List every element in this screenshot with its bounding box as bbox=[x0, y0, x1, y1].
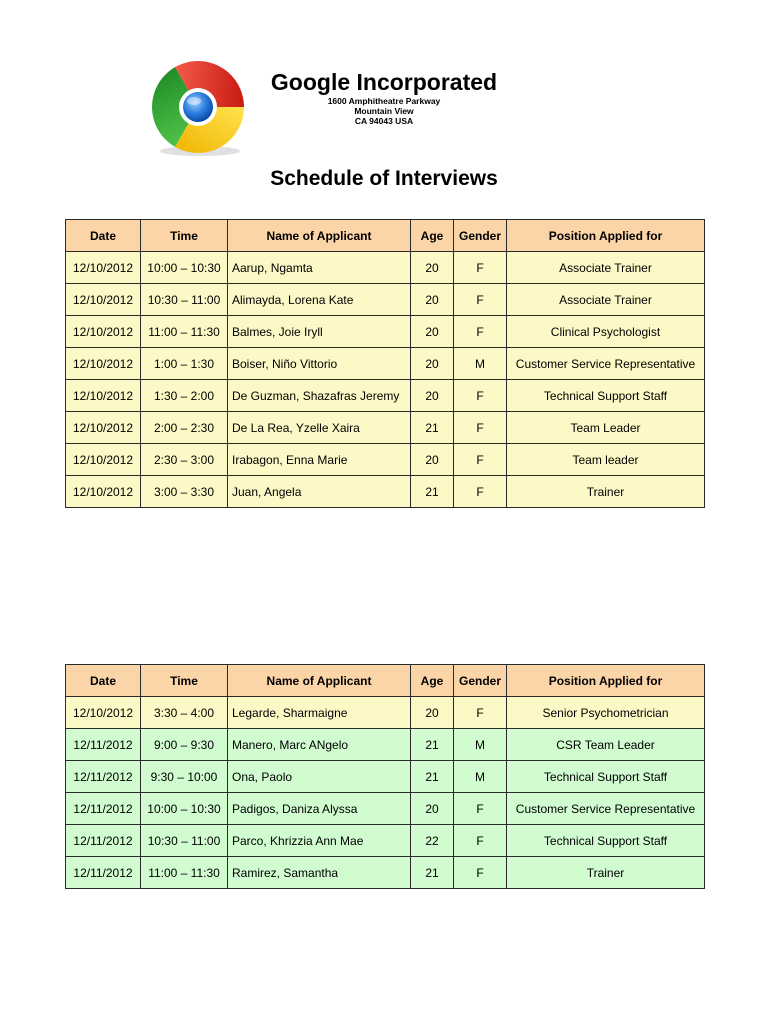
cell-time: 10:30 – 11:00 bbox=[141, 284, 228, 316]
cell-time: 10:00 – 10:30 bbox=[141, 252, 228, 284]
table-row bbox=[66, 284, 705, 316]
cell-gender: M bbox=[454, 729, 507, 761]
cell-age: 22 bbox=[411, 825, 454, 857]
column-header-date: Date bbox=[66, 665, 141, 697]
cell-gender: F bbox=[454, 476, 507, 508]
cell-age: 20 bbox=[411, 444, 454, 476]
table-row bbox=[66, 444, 705, 476]
cell-applicant-name: Boiser, Niño Vittorio bbox=[228, 348, 411, 380]
cell-time: 2:30 – 3:00 bbox=[141, 444, 228, 476]
table-row bbox=[66, 348, 705, 380]
cell-position: Trainer bbox=[507, 857, 705, 889]
cell-time: 1:00 – 1:30 bbox=[141, 348, 228, 380]
cell-time: 11:00 – 11:30 bbox=[141, 316, 228, 348]
cell-age: 21 bbox=[411, 761, 454, 793]
interview-schedule-table-2 bbox=[65, 664, 705, 889]
cell-applicant-name: Balmes, Joie Iryll bbox=[228, 316, 411, 348]
cell-position: Team Leader bbox=[507, 412, 705, 444]
column-header-time: Time bbox=[141, 665, 228, 697]
cell-age: 20 bbox=[411, 284, 454, 316]
cell-time: 3:30 – 4:00 bbox=[141, 697, 228, 729]
cell-applicant-name: De Guzman, Shazafras Jeremy bbox=[228, 380, 411, 412]
cell-position: Associate Trainer bbox=[507, 252, 705, 284]
column-header-age: Age bbox=[411, 220, 454, 252]
cell-position: Clinical Psychologist bbox=[507, 316, 705, 348]
table-row bbox=[66, 793, 705, 825]
cell-gender: F bbox=[454, 252, 507, 284]
cell-date: 12/10/2012 bbox=[66, 697, 141, 729]
cell-applicant-name: Irabagon, Enna Marie bbox=[228, 444, 411, 476]
cell-age: 21 bbox=[411, 857, 454, 889]
cell-age: 20 bbox=[411, 252, 454, 284]
cell-position: Customer Service Representative bbox=[507, 793, 705, 825]
cell-date: 12/10/2012 bbox=[66, 284, 141, 316]
cell-applicant-name: Padigos, Daniza Alyssa bbox=[228, 793, 411, 825]
cell-date: 12/10/2012 bbox=[66, 444, 141, 476]
table-row bbox=[66, 761, 705, 793]
table-row bbox=[66, 857, 705, 889]
cell-age: 20 bbox=[411, 316, 454, 348]
cell-gender: F bbox=[454, 284, 507, 316]
table-row bbox=[66, 380, 705, 412]
cell-gender: F bbox=[454, 444, 507, 476]
cell-date: 12/11/2012 bbox=[66, 729, 141, 761]
cell-applicant-name: Legarde, Sharmaigne bbox=[228, 697, 411, 729]
cell-time: 11:00 – 11:30 bbox=[141, 857, 228, 889]
table-row bbox=[66, 316, 705, 348]
document-title: Schedule of Interviews bbox=[270, 167, 498, 190]
cell-age: 20 bbox=[411, 380, 454, 412]
address-line-1: 1600 Amphitheatre Parkway bbox=[327, 96, 441, 106]
cell-date: 12/11/2012 bbox=[66, 857, 141, 889]
cell-applicant-name: Juan, Angela bbox=[228, 476, 411, 508]
cell-position: Team leader bbox=[507, 444, 705, 476]
table-row bbox=[66, 412, 705, 444]
cell-date: 12/10/2012 bbox=[66, 348, 141, 380]
cell-date: 12/11/2012 bbox=[66, 761, 141, 793]
cell-gender: M bbox=[454, 348, 507, 380]
address-line-2: Mountain View bbox=[354, 106, 414, 116]
cell-time: 9:00 – 9:30 bbox=[141, 729, 228, 761]
cell-position: Technical Support Staff bbox=[507, 380, 705, 412]
cell-position: Trainer bbox=[507, 476, 705, 508]
cell-position: Technical Support Staff bbox=[507, 825, 705, 857]
cell-position: CSR Team Leader bbox=[507, 729, 705, 761]
table-header-row bbox=[66, 665, 705, 697]
table-row bbox=[66, 476, 705, 508]
cell-gender: F bbox=[454, 412, 507, 444]
table-header-row bbox=[66, 220, 705, 252]
cell-applicant-name: Manero, Marc ANgelo bbox=[228, 729, 411, 761]
cell-date: 12/10/2012 bbox=[66, 412, 141, 444]
column-header-gender: Gender bbox=[454, 220, 507, 252]
cell-age: 21 bbox=[411, 476, 454, 508]
cell-date: 12/10/2012 bbox=[66, 476, 141, 508]
cell-position: Technical Support Staff bbox=[507, 761, 705, 793]
cell-applicant-name: Ona, Paolo bbox=[228, 761, 411, 793]
cell-age: 20 bbox=[411, 348, 454, 380]
cell-date: 12/10/2012 bbox=[66, 380, 141, 412]
cell-date: 12/10/2012 bbox=[66, 252, 141, 284]
column-header-name: Name of Applicant bbox=[228, 220, 411, 252]
column-header-name: Name of Applicant bbox=[228, 665, 411, 697]
cell-age: 21 bbox=[411, 729, 454, 761]
company-name: Google Incorporated bbox=[270, 69, 498, 95]
column-header-time: Time bbox=[141, 220, 228, 252]
address-line-3: CA 94043 USA bbox=[354, 116, 414, 126]
table-row bbox=[66, 729, 705, 761]
cell-position: Senior Psychometrician bbox=[507, 697, 705, 729]
column-header-position: Position Applied for bbox=[507, 665, 705, 697]
cell-applicant-name: Parco, Khrizzia Ann Mae bbox=[228, 825, 411, 857]
chrome-logo-icon bbox=[146, 59, 250, 159]
cell-date: 12/11/2012 bbox=[66, 825, 141, 857]
cell-gender: F bbox=[454, 316, 507, 348]
interview-schedule-table-1 bbox=[65, 219, 705, 508]
cell-age: 21 bbox=[411, 412, 454, 444]
table-row bbox=[66, 252, 705, 284]
cell-time: 2:00 – 2:30 bbox=[141, 412, 228, 444]
cell-date: 12/10/2012 bbox=[66, 316, 141, 348]
cell-applicant-name: Alimayda, Lorena Kate bbox=[228, 284, 411, 316]
cell-time: 10:30 – 11:00 bbox=[141, 825, 228, 857]
cell-time: 10:00 – 10:30 bbox=[141, 793, 228, 825]
column-header-date: Date bbox=[66, 220, 141, 252]
cell-date: 12/11/2012 bbox=[66, 793, 141, 825]
cell-applicant-name: De La Rea, Yzelle Xaira bbox=[228, 412, 411, 444]
cell-gender: F bbox=[454, 380, 507, 412]
column-header-gender: Gender bbox=[454, 665, 507, 697]
cell-age: 20 bbox=[411, 697, 454, 729]
cell-age: 20 bbox=[411, 793, 454, 825]
column-header-age: Age bbox=[411, 665, 454, 697]
cell-position: Customer Service Representative bbox=[507, 348, 705, 380]
cell-position: Associate Trainer bbox=[507, 284, 705, 316]
cell-time: 1:30 – 2:00 bbox=[141, 380, 228, 412]
cell-gender: F bbox=[454, 697, 507, 729]
table-row bbox=[66, 697, 705, 729]
cell-gender: F bbox=[454, 825, 507, 857]
cell-gender: F bbox=[454, 857, 507, 889]
cell-time: 3:00 – 3:30 bbox=[141, 476, 228, 508]
cell-applicant-name: Aarup, Ngamta bbox=[228, 252, 411, 284]
cell-applicant-name: Ramirez, Samantha bbox=[228, 857, 411, 889]
cell-gender: F bbox=[454, 793, 507, 825]
cell-time: 9:30 – 10:00 bbox=[141, 761, 228, 793]
column-header-position: Position Applied for bbox=[507, 220, 705, 252]
cell-gender: M bbox=[454, 761, 507, 793]
table-row bbox=[66, 825, 705, 857]
company-header bbox=[262, 68, 506, 126]
